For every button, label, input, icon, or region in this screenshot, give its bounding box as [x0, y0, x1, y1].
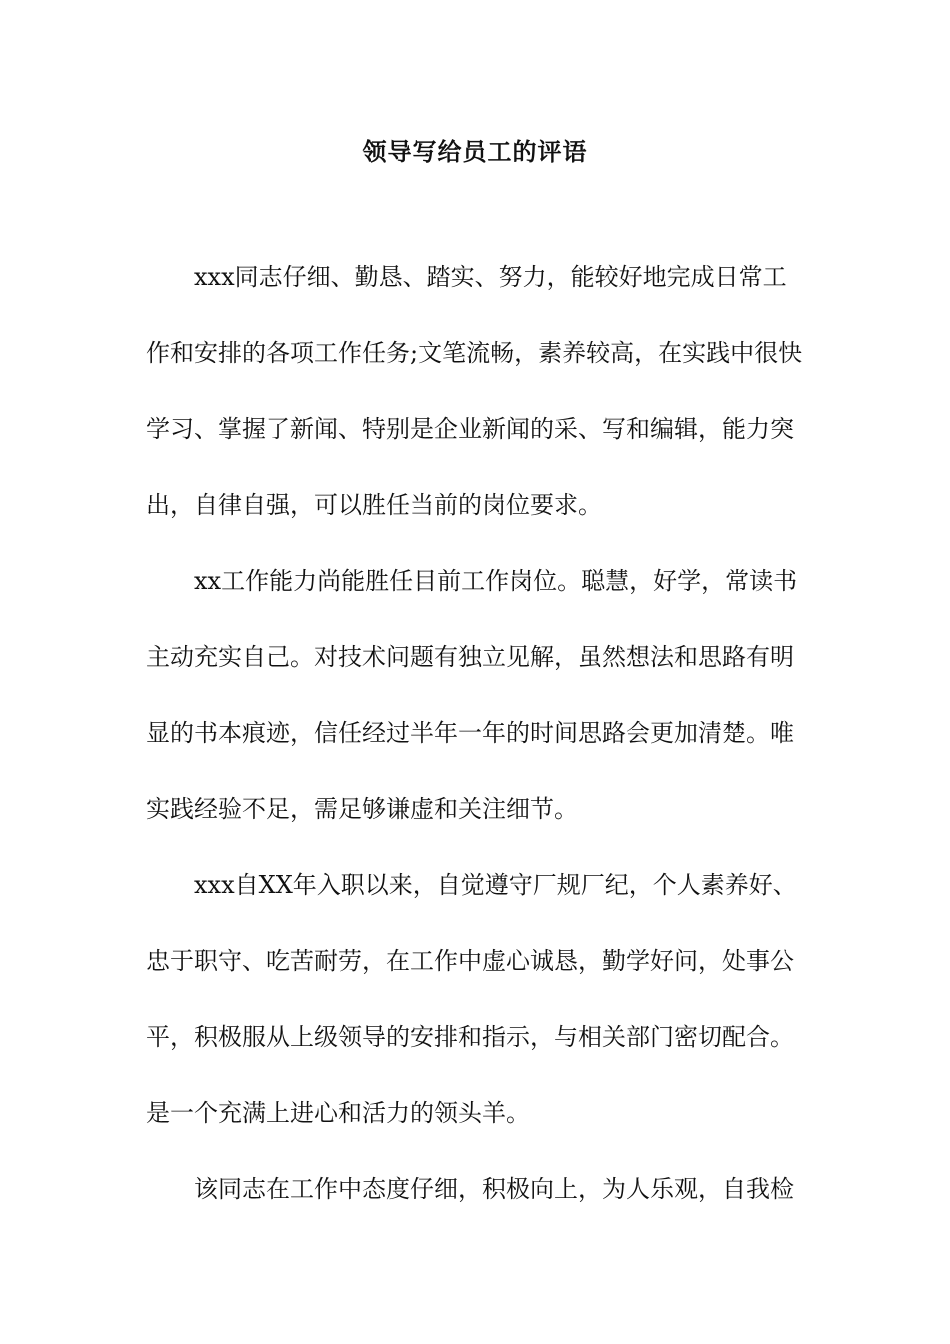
- paragraph-4-line-1: 该同志在工作中态度仔细，积极向上，为人乐观，自我检: [194, 1175, 794, 1203]
- paragraph-2-line-3: 显的书本痕迹，信任经过半年一年的时间思路会更加清楚。唯: [146, 719, 794, 747]
- paragraph-1-line-4: 出，自律自强，可以胜任当前的岗位要求。: [146, 491, 602, 519]
- document-title: 领导写给员工的评语: [362, 137, 588, 166]
- document-body: [146, 257, 806, 1245]
- paragraph-1-line-1: xxx同志仔细、勤恳、踏实、努力，能较好地完成日常工: [194, 263, 787, 291]
- paragraph-1-line-3: 学习、掌握了新闻、特别是企业新闻的采、写和编辑，能力突: [146, 415, 794, 443]
- paragraph-3-line-4: 是一个充满上进心和活力的领头羊。: [146, 1099, 530, 1127]
- paragraph-3-line-1: xxx自XX年入职以来，自觉遵守厂规厂纪，个人素养好、: [194, 871, 797, 899]
- paragraph-3-line-2: 忠于职守、吃苦耐劳，在工作中虚心诚恳，勤学好问，处事公: [146, 947, 794, 975]
- paragraph-2-line-1: xx工作能力尚能胜任目前工作岗位。聪慧，好学，常读书: [194, 567, 798, 595]
- paragraph-2-line-2: 主动充实自己。对技术问题有独立见解，虽然想法和思路有明: [146, 643, 794, 671]
- paragraph-3-line-3: 平，积极服从上级领导的安排和指示，与相关部门密切配合。: [146, 1023, 794, 1051]
- paragraph-2-line-4: 实践经验不足，需足够谦虚和关注细节。: [146, 795, 578, 823]
- paragraph-1-line-2: 作和安排的各项工作任务;文笔流畅，素养较高，在实践中很快: [146, 339, 803, 367]
